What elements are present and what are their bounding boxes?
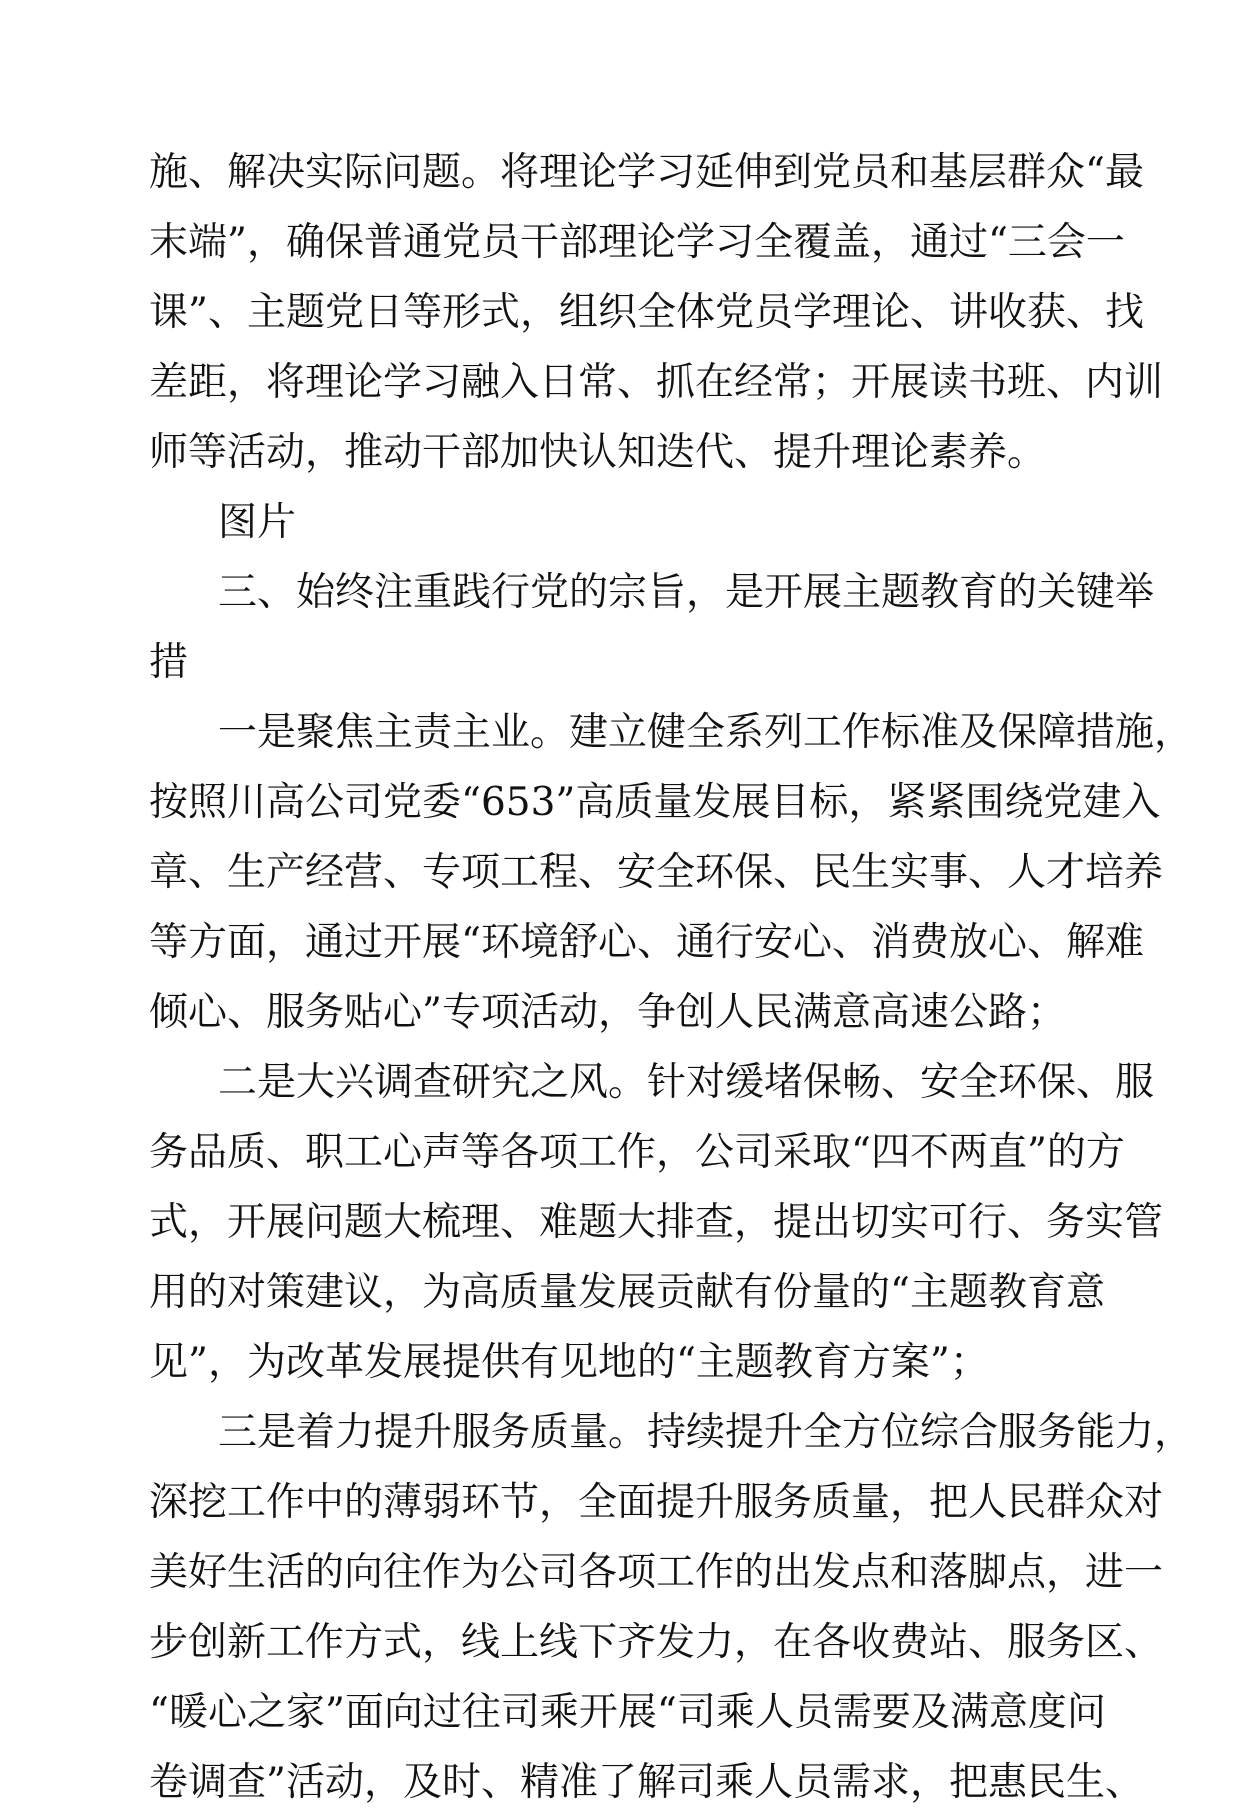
paragraph-start: 二是大兴调查研究之风。针对缓堵保畅、安全环保、服 xyxy=(218,1060,1155,1105)
image-placeholder-text: 图片 xyxy=(218,500,297,545)
text-line: 按照川高公司党委“653”高质量发展目标，紧紧围绕党建入 xyxy=(149,780,1161,825)
text-line: 步创新工作方式，线上线下齐发力，在各收费站、服务区、 xyxy=(149,1620,1164,1665)
text-line: 卷调查”活动，及时、精准了解司乘人员需求，把惠民生、 xyxy=(149,1760,1144,1805)
text-line: 式，开展问题大梳理、难题大排查，提出切实可行、务实管 xyxy=(149,1200,1164,1245)
text-line: “暖心之家”面向过往司乘开展“司乘人员需要及满意度问 xyxy=(149,1690,1106,1735)
paragraph-start: 三是着力提升服务质量。持续提升全方位综合服务能力， xyxy=(218,1410,1194,1455)
paragraph-start: 一是聚焦主责主业。建立健全系列工作标准及保障措施， xyxy=(218,710,1194,755)
text-line: 章、生产经营、专项工程、安全环保、民生实事、人才培养 xyxy=(149,850,1164,895)
text-line: 务品质、职工心声等各项工作，公司采取“四不两直”的方 xyxy=(149,1130,1125,1175)
text-line: 施、解决实际问题。将理论学习延伸到党员和基层群众“最 xyxy=(149,150,1144,195)
text-line: 末端”，确保普通党员干部理论学习全覆盖，通过“三会一 xyxy=(149,220,1125,265)
text-line: 见”，为改革发展提供有见地的“主题教育方案”； xyxy=(149,1340,989,1385)
text-line: 差距，将理论学习融入日常、抓在经常；开展读书班、内训 xyxy=(149,360,1164,405)
text-line: 倾心、服务贴心”专项活动，争创人民满意高速公路； xyxy=(149,990,1066,1035)
text-line: 课”、主题党日等形式，组织全体党员学理论、讲收获、找 xyxy=(149,290,1144,335)
text-line: 等方面，通过开展“环境舒心、通行安心、消费放心、解难 xyxy=(149,920,1144,965)
text-line: 深挖工作中的薄弱环节，全面提升服务质量，把人民群众对 xyxy=(149,1480,1164,1525)
text-line: 用的对策建议，为高质量发展贡献有份量的“主题教育意 xyxy=(149,1270,1105,1315)
section-heading-continued: 措 xyxy=(149,640,189,685)
text-line: 师等活动，推动干部加快认知迭代、提升理论素养。 xyxy=(149,430,1047,475)
text-line: 美好生活的向往作为公司各项工作的出发点和落脚点，进一 xyxy=(149,1550,1164,1595)
section-heading: 三、始终注重践行党的宗旨，是开展主题教育的关键举 xyxy=(218,570,1155,615)
